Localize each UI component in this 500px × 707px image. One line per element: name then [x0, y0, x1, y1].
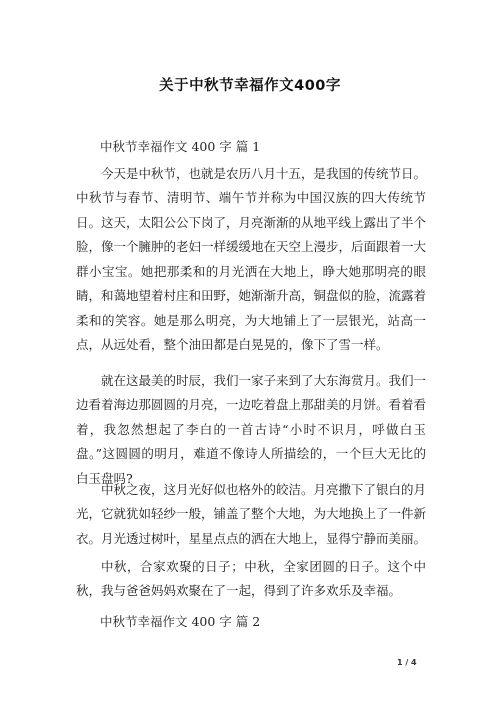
document-title: 关于中秋节幸福作文400字 [159, 78, 341, 94]
section-heading-1: 中秋节幸福作文 400 字 篇 1 [100, 139, 261, 154]
paragraph-2: 这天，太阳公公下岗了，月亮渐渐的从地平线上露出了半个脸，像一个臃肿的老妇一样缓缓地在天空上漫步，后面跟着一大群小宝宝。她把那柔和的月光洒在大地上，睁大她那明亮的眼睛，和蔼地望着村庄和田野，她渐渐升高，铜盘似的脸，流露着柔和的笑容。她是那么明亮，为大地铺上了一层银光，站高一点，从远处看，整个油田都是白晃晃的，像下了雪一样。 [76, 215, 427, 353]
paragraph-5: 中秋，合家欢聚的日子；中秋，全家团圆的日子。这个中秋，我与爸爸妈妈欢聚在了一起，得到了许多欢乐及幸福。 [76, 559, 426, 599]
paragraph-4: 中秋之夜，这月光好似也格外的皎洁。月亮撒下了银白的月光，它就犹如轻纱一般，铺盖了整个大地，为大地换上了一件新衣。月光透过树叶，星星点点的洒在大地上，显得宁静而美丽。 [76, 482, 427, 546]
page-number: 1 / 4 [397, 658, 417, 667]
paragraph-1: 今天是中秋节，也就是农历八月十五，是我国的传统节日。中秋节与春节、清明节、端午节并称为中国汉族的四大传统节日。 [76, 166, 427, 230]
paragraph-3: 就在这最美的时辰，我们一家子来到了大东海赏月。我们一边看着海边那圆圆的月亮，一边吃着盘上那甜美的月饼。看着看着，我忽然想起了李白的一首古诗“小时不识月，呼做白玉盘。”这圆圆的明月，难道不像诗人所描绘的，一个巨大无比的白玉盘吗? [76, 373, 427, 486]
section-heading-2: 中秋节幸福作文 400 字 篇 2 [100, 614, 261, 629]
